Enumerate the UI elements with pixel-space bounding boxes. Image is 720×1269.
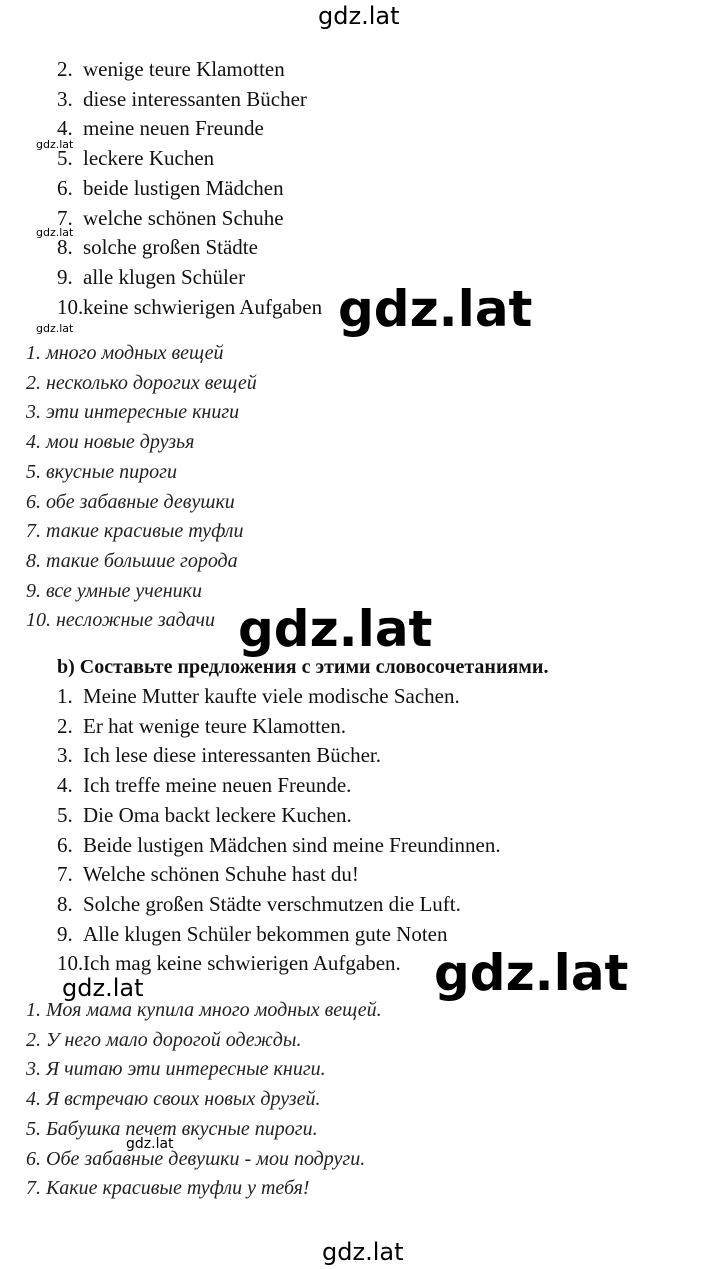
item-number: 3.	[57, 86, 73, 111]
russian-translation: 4. мои новые друзья	[26, 431, 195, 454]
german-sentence	[57, 803, 352, 827]
german-phrase	[57, 176, 284, 200]
german-sentence	[57, 773, 351, 797]
russian-sentence: 3. Я читаю эти интересные книги.	[26, 1058, 326, 1081]
german-phrase	[57, 265, 245, 289]
item-number: 2.	[57, 57, 73, 81]
german-sentence	[57, 892, 461, 916]
russian-translation: 9. все умные ученики	[26, 579, 202, 602]
item-text: Beide lustigen Mädchen sind meine Freundinnen.	[83, 832, 501, 857]
item-text: Alle klugen Schüler bekommen gute Noten	[83, 921, 448, 946]
item-text: solche großen Städte	[83, 235, 258, 260]
item-text: Ich treffe meine neuen Freunde.	[83, 773, 352, 798]
item-text: keine schwierigen Aufgaben	[83, 294, 323, 319]
russian-translation: 10. несложные задачи	[26, 609, 216, 632]
item-text: meine neuen Freunde	[83, 116, 264, 141]
watermark-large: gdz.lat	[434, 944, 629, 1002]
german-sentence	[57, 951, 401, 975]
item-text: Die Oma backt leckere Kuchen.	[83, 802, 352, 827]
item-number: 6.	[57, 175, 73, 200]
russian-translation: 7. такие красивые туфли	[26, 520, 244, 543]
german-sentence	[57, 862, 359, 886]
russian-sentence: 5. Бабушка печет вкусные пироги.	[26, 1117, 318, 1140]
russian-translation: 5. вкусные пироги	[26, 460, 177, 483]
russian-translation: 1. много модных вещей	[26, 342, 224, 364]
item-number: 7.	[57, 205, 73, 230]
item-text: Solche großen Städte verschmutzen die Luft.	[83, 891, 461, 916]
item-text: Meine Mutter kaufte viele modische Sachen.	[83, 684, 460, 708]
german-phrase	[57, 206, 284, 230]
german-sentence	[57, 714, 346, 738]
german-phrase	[57, 295, 322, 319]
item-text: welche schönen Schuhe	[83, 205, 284, 230]
item-number: 3.	[57, 743, 73, 768]
watermark-large: gdz.lat	[238, 600, 433, 658]
russian-translation: 2. несколько дорогих вещей	[26, 371, 257, 394]
german-phrase	[57, 87, 307, 111]
russian-translation: 3. эти интересные книги	[26, 401, 240, 424]
item-number: 2.	[57, 713, 73, 738]
german-sentence	[57, 833, 501, 857]
german-phrase	[57, 57, 285, 81]
german-phrase	[57, 146, 214, 170]
russian-sentence: 6. Обе забавные девушки - мои подруги.	[26, 1147, 366, 1170]
item-number: 10.	[57, 951, 84, 976]
item-number: 4.	[57, 773, 73, 798]
item-number: 5.	[57, 802, 73, 827]
german-sentence	[57, 743, 381, 767]
item-number: 10.	[57, 294, 84, 319]
german-phrase	[57, 235, 258, 259]
watermark-bottom: gdz.lat	[322, 1238, 404, 1266]
item-text: alle klugen Schüler	[83, 264, 246, 289]
item-number: 7.	[57, 862, 73, 887]
item-number: 9.	[57, 921, 73, 946]
item-text: Ich lese diese interessanten Bücher.	[83, 743, 381, 768]
item-text: Ich mag keine schwierigen Aufgaben.	[83, 951, 401, 976]
russian-translation: 6. обе забавные девушки	[26, 490, 235, 513]
german-phrase	[57, 116, 264, 140]
russian-sentence: 7. Какие красивые туфли у тебя!	[26, 1177, 310, 1200]
item-number: 5.	[57, 146, 73, 171]
item-text: wenige teure Klamotten	[83, 57, 285, 81]
german-sentence	[57, 922, 448, 946]
item-text: leckere Kuchen	[83, 146, 215, 171]
item-number: 1.	[57, 684, 73, 708]
watermark-medium: gdz.lat	[62, 974, 144, 1002]
item-text: Er hat wenige teure Klamotten.	[83, 713, 346, 738]
item-number: 4.	[57, 116, 73, 141]
item-number: 8.	[57, 891, 73, 916]
german-sentence	[57, 684, 460, 708]
item-number: 8.	[57, 235, 73, 260]
russian-sentence: 4. Я встречаю своих новых друзей.	[26, 1088, 321, 1111]
watermark-small: gdz.lat	[36, 138, 74, 151]
section-b-heading: b) Составьте предложения с этими словосочетаниями.	[57, 656, 549, 678]
item-text: diese interessanten Bücher	[83, 86, 307, 111]
russian-sentence: 2. У него мало дорогой одежды.	[26, 1028, 302, 1051]
item-text: Welche schönen Schuhe hast du!	[83, 862, 359, 887]
item-text: beide lustigen Mädchen	[83, 175, 284, 200]
watermark-top: gdz.lat	[318, 2, 400, 30]
watermark-large: gdz.lat	[338, 280, 533, 338]
russian-sentence: 1. Моя мама купила много модных вещей.	[26, 999, 382, 1021]
russian-translation: 8. такие большие города	[26, 549, 238, 572]
item-number: 9.	[57, 264, 73, 289]
watermark-small: gdz.lat	[36, 322, 74, 335]
watermark-small: gdz.lat	[36, 226, 74, 239]
item-number: 6.	[57, 832, 73, 857]
watermark-small: gdz.lat	[126, 1136, 174, 1152]
